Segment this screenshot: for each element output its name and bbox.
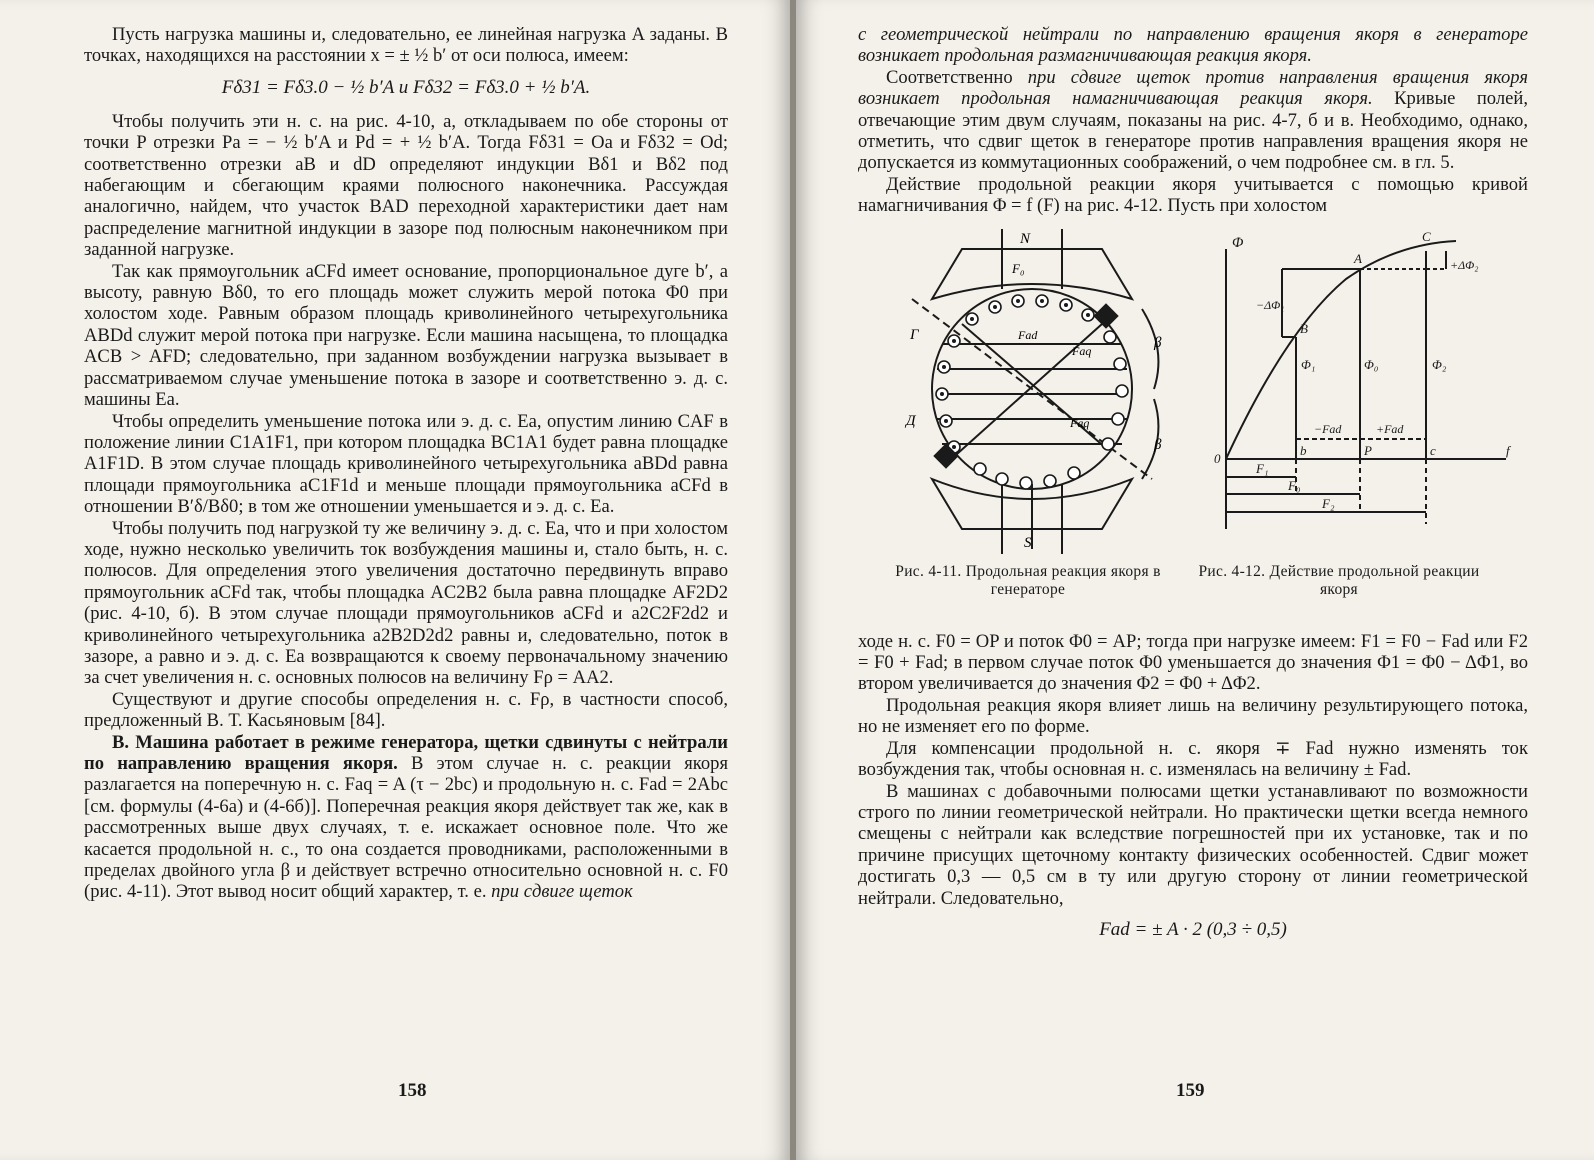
label-origin: 0	[1214, 450, 1221, 466]
label-f0: F₀	[1288, 477, 1301, 493]
figures	[858, 229, 1528, 625]
paragraph: Действие продольной реакции якоря учитывается с помощью кривой намагничивания Φ = f (F) на рис. 4-12. Пусть при холостом	[858, 173, 1528, 217]
label-f1: F₁	[1256, 460, 1269, 476]
label-d: Д	[906, 412, 916, 429]
paragraph: Пусть нагрузка машины и, следовательно, ее линейная нагрузка A заданы. В точках, находящихся на расстоянии x = ± ½ b′ от оси полюса, имеем:	[84, 24, 728, 67]
label-beta-top: β	[1154, 334, 1162, 351]
label-f2: F₂	[1322, 495, 1335, 511]
label-f0: F₀	[1012, 260, 1025, 276]
label-beta-bottom: β	[1154, 436, 1162, 453]
figure-4-12	[1196, 229, 1526, 549]
right-page	[796, 0, 1594, 1160]
paragraph: Существуют и другие способы определения н. с. Fρ, в частности способ, предложенный В. Т. Касьяновым [84].	[84, 688, 728, 732]
label-faq-top: Faq	[1072, 343, 1092, 358]
figure-4-11	[892, 229, 1172, 559]
paragraph: Для компенсации продольной н. с. якоря ∓ Fad нужно изменять ток возбуждения так, чтобы основная н. с. изменялась на величину ± Fad.	[858, 737, 1528, 781]
formula: Fad = ± A · 2 (0,3 ÷ 0,5)	[1099, 918, 1287, 940]
label-p: P	[1364, 442, 1372, 458]
figure-caption: Рис. 4-12. Действие продольной реакции якоря	[1198, 562, 1480, 598]
left-page	[0, 0, 790, 1160]
label-dphi2: +ΔΦ₂	[1450, 257, 1479, 272]
label-plus-fad: +Fad	[1376, 421, 1404, 436]
paragraph: Продольная реакция якоря влияет лишь на величину результирующего потока, но не изменяет его по форме.	[858, 694, 1528, 738]
label-f: f	[1506, 442, 1510, 458]
paragraph: ходе н. с. F0 = OP и поток Φ0 = AP; тогда при нагрузке имеем: F1 = F0 − Fad или F2 = F0 + Fad; в первом случае поток Φ0 уменьшается до значения Φ1 = Φ0 − ΔΦ1, во втором увеличивается до значения Φ2 = Φ0 + ΔΦ2.	[858, 630, 1528, 695]
label-n: N	[1020, 230, 1031, 247]
emphasis: при сдвиге щеток против направления вращения якоря возникает продольная намагничивающая реакция якоря.	[858, 66, 1528, 110]
paragraph-text: Соответственно	[886, 66, 1028, 88]
label-faq-bottom: Faq	[1070, 415, 1090, 430]
label-g: Г	[910, 326, 919, 343]
paragraph: В машинах с добавочными полюсами щетки устанавливают по возможности строго по линии геометрической нейтрали. Но практически щетки всегда немного смещены с нейтрали как вследствие погрешностей при их установке, так и по причине присущих щеточному контакту физических особенностей. Сдвиг может достигать 0,3 — 0,5 см в ту или другую сторону от линии геометрической нейтрали. Следовательно,	[858, 780, 1528, 909]
page-number: 158	[398, 1080, 427, 1101]
section-heading: В. Машина работает в режиме генератора, щетки сдвинуты с нейтрали по направлению вращения якоря.	[84, 731, 728, 774]
paragraph	[84, 732, 728, 903]
paragraph-text: Кривые полей, отвечающие этим двум случаям, показаны на рис. 4-7, б и в. Необходимо, однако, отметить, что сдвиг щеток в генераторе против направления вращения якоря не допускается из коммутационных соображений, о чем подробнее см. в гл. 5.	[858, 88, 1528, 174]
paragraph: Чтобы получить под нагрузкой ту же величину э. д. с. Ea, что и при холостом ходе, нужно несколько увеличить ток возбуждения машины и, стало быть, н. с. полюсов. Для определения этого увеличения достаточно передвинуть вправо прямоугольник aCFd так, чтобы площадка AC2B2 была равна площадке AF2D2 (рис. 4-10, б). В этом случае площади прямоугольников aCFd и a2C2F2d2 и криволинейного четырехугольника a2B2D2d2 равны и, следовательно, поток в зазоре, а равно и э. д. с. Ea возвращаются к своему первоначальному значению за счет увеличения н. с. основных полюсов на величину Fρ = AA2.	[84, 517, 728, 689]
label-c-lower: c	[1430, 442, 1436, 458]
page-number: 159	[1176, 1080, 1205, 1101]
label-fad: Fad	[1018, 327, 1038, 342]
paragraph	[858, 67, 1528, 174]
label-dphi1: −ΔΦ₁	[1256, 297, 1285, 312]
paragraph: Так как прямоугольник aCFd имеет основание, пропорциональное дуге b′, а высоту, равную Bδ0, то его площадь может служить мерой потока Φ0 при холостом ходе. Равным образом площадь криволинейного четырехугольника ABDd служит мерой потока при нагрузке. Если машина насыщена, то площадка ACB > AFD; следовательно, при заданном возбуждении нагрузка вызывает в рассматриваемом случае уменьшение потока в зазоре и соответственно э. д. с. машины Ea.	[84, 260, 728, 411]
figure-caption: Рис. 4-11. Продольная реакция якоря в генераторе	[895, 562, 1161, 598]
label-phi2: Φ₂	[1432, 356, 1447, 372]
formula: Fδ31 = Fδ3.0 − ½ b′A и Fδ32 = Fδ3.0 + ½ b′A.	[221, 76, 591, 98]
paragraph: с геометрической нейтрали по направлению вращения якоря в генераторе возникает продольная размагничивающая реакция якоря.	[858, 24, 1528, 67]
label-b-lower: b	[1300, 442, 1307, 458]
label-a: A	[1354, 250, 1362, 266]
label-minus-fad: −Fad	[1314, 421, 1342, 436]
label-b: B	[1300, 320, 1308, 336]
label-phi1: Φ₁	[1301, 356, 1316, 372]
label-phi0: Φ₀	[1364, 356, 1379, 372]
emphasis: при сдвиге щеток	[491, 881, 633, 903]
label-phi: Φ	[1232, 234, 1244, 251]
paragraph: Чтобы получить эти н. с. на рис. 4-10, a, откладываем по обе стороны от точки P отрезки Pa = − ½ b′A и Pd = + ½ b′A. Тогда Fδ31 = Oa и Fδ32 = Od; соответственно отрезки aB и dD определяют индукции Bδ1 и Bδ2 под набегающим и сбегающим краями полюсного наконечника. Рассуждая аналогично, найдем, что участок BAD переходной характеристики дает нам распределение магнитной индукции в зазоре под полюсным наконечником при заданной нагрузке.	[84, 110, 728, 261]
paragraph-text: В этом случае н. с. реакции якоря разлагается на поперечную н. с. Faq = A (τ − 2bc) и продольную н. с. Fad = 2Abc [см. формулы (4-6а) и (4-6б)]. Поперечная реакция якоря действует так же, как в рассмотренных выше двух случаях, т. е. искажает основное поле. Что же касается продольной н. с., то она создается проводниками, расположенными в пределах двойного угла β и действует встречно относительно основной н. с. F0 (рис. 4-11). Этот вывод носит общий характер, т. е.	[84, 753, 728, 903]
label-s: S	[1024, 534, 1032, 551]
paragraph: Чтобы определить уменьшение потока или э. д. с. Ea, опустим линию CAF в положение линии C1A1F1, при котором площадка BC1A1 будет равна площадке A1F1D. В этом случае площадь криволинейного четырехугольника aBDd равна площади прямоугольника aC1F1d и меньше площади прямоугольника aCFd в отношении B′δ/Bδ0; в том же отношении уменьшается и э. д. с. Ea.	[84, 410, 728, 518]
label-c: C	[1422, 228, 1431, 244]
